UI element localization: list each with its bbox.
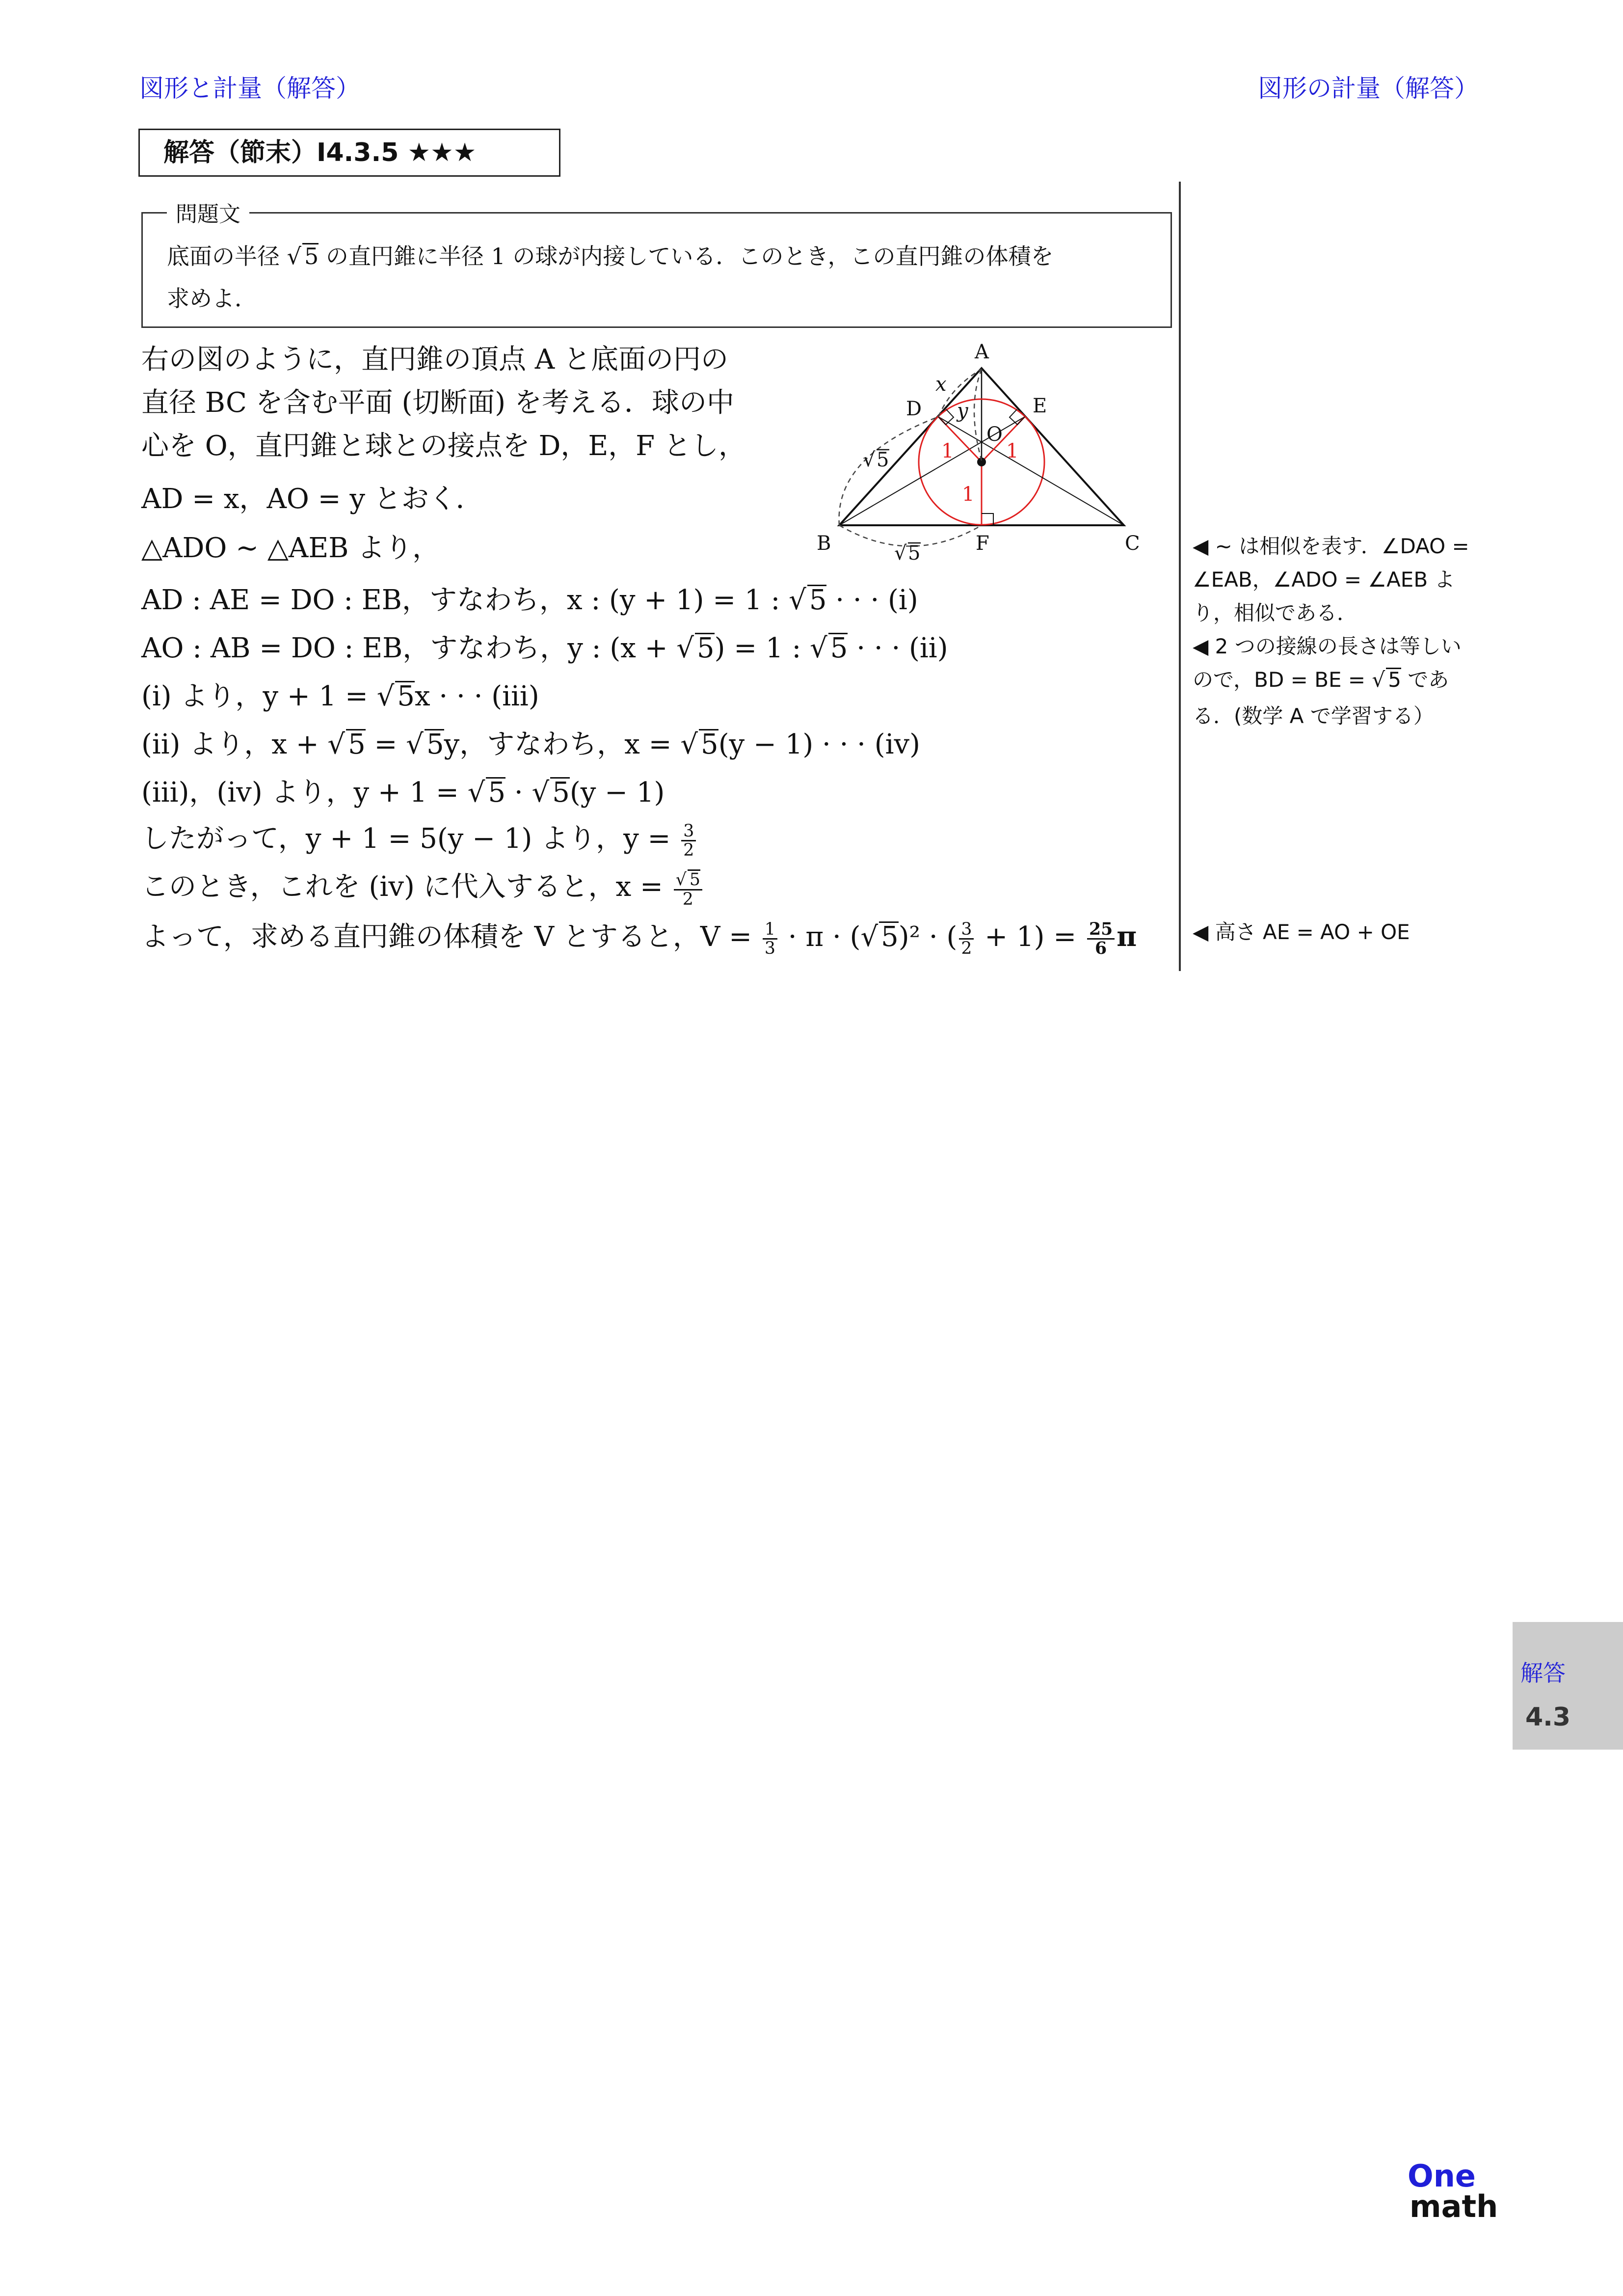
problem-text-line1: 底面の半径 √ 5 の直円錐に半径 1 の球が内接している．このとき，この直円錐の体積を [167,243,1054,270]
label-e: E [1033,395,1047,417]
solution-intro-line1: 右の図のように，直円錐の頂点 A と底面の円の [141,344,729,376]
solution-intro-line2: 直径 BC を含む平面 (切断面) を考える．球の中 [141,387,734,419]
label-y: y [957,400,968,422]
solution-intro-line5: △ADO ∼ △AEB より， [141,532,440,564]
label-radius-1-left: 1 [941,440,954,462]
solution-intro-line4: AD = x，AO = y とおく． [141,483,483,515]
right-angle-e [1010,409,1025,425]
sidenote-height: ◀ 高さ AE = AO + OE [1193,920,1410,944]
label-f: F [976,532,989,555]
problem-label: 問題文 [167,196,249,228]
label-sqrt5-left-symbol: √ [863,449,876,471]
label-radius-1-bottom: 1 [962,483,975,506]
equation-v: (iii)，(iv) より，y + 1 = √ 5 · √ 5(y − 1) [141,777,665,809]
logo-line1: One [1408,2158,1476,2194]
sidenote-tangent-line3: る．(数学 A で学習する） [1193,704,1434,728]
label-x: x [935,373,947,396]
equation-x-value: このとき，これを (iv) に代入すると，x = $\frac{√ 5}{2}$ [141,865,704,908]
equation-volume: よって，求める直円錐の体積を V とすると，V = $\frac{1}{3}$ · π · (√ 5)² · ( $\frac{3}{2}$ + 1) = $\frac{25}{6}$ π [141,918,1137,958]
label-sqrt5-left: 5 [877,449,889,471]
equation-i: AD : AE = DO : EB，すなわち，x : (y + 1) = 1 : √ 5 · · · (i) [141,584,918,616]
solution-intro-line3: 心を O，直円錐と球との接点を D，E，F とし， [141,430,746,462]
equation-iv: (ii) より，x + √ 5 = √ 5y，すなわち，x = √ 5(y − 1) · · · (iv) [141,729,921,760]
label-c: C [1125,532,1140,555]
onemath-logo [1408,2158,1498,2224]
side-tab-number: 4.3 [1525,1702,1571,1732]
arc-y [974,369,982,460]
label-sqrt5-bottom-symbol: √ [894,542,907,565]
problem-text-line2: 求めよ． [167,285,257,312]
sidenote-tangent-line1: ◀ 2 つの接線の長さは等しい [1193,634,1462,658]
line-cd [938,417,1124,525]
sidenote-tangent-line2: ので，BD = BE = √ 5 であ [1193,668,1449,692]
solution-title-box: 解答（節末）I4.3.5 ★★★ [138,129,560,177]
label-b: B [817,532,831,555]
label-o: O [986,423,1003,446]
margin-divider [1179,182,1181,971]
sidenote-similarity-line2: ∠EAB，∠ADO = ∠AEB よ [1193,567,1455,592]
right-angle-d [938,409,954,425]
header-left-title: 図形と計量（解答） [139,74,360,103]
sidenote-similarity-line3: り，相似である． [1193,601,1358,625]
label-sqrt5-bottom: 5 [908,542,921,565]
side-tab-label: 解答 [1520,1660,1566,1686]
equation-y-value: したがって，y + 1 = 5(y − 1) より，y = $\frac{3}{2}$ [141,817,698,859]
label-d: D [906,398,922,420]
equation-iii: (i) より，y + 1 = √ 5x · · · (iii) [141,680,539,712]
header-right-title: 図形の計量（解答） [1258,74,1479,103]
cone-cross-section-figure [815,334,1148,569]
logo-line2: math [1410,2188,1498,2224]
label-a: A [975,341,989,363]
label-radius-1-right: 1 [1006,440,1019,462]
sidenote-similarity-line1: ◀ ∼ は相似を表す．∠DAO = [1193,534,1469,558]
equation-ii: AO : AB = DO : EB，すなわち，y : (x + √ 5) = 1 : √ 5 · · · (ii) [141,632,948,664]
